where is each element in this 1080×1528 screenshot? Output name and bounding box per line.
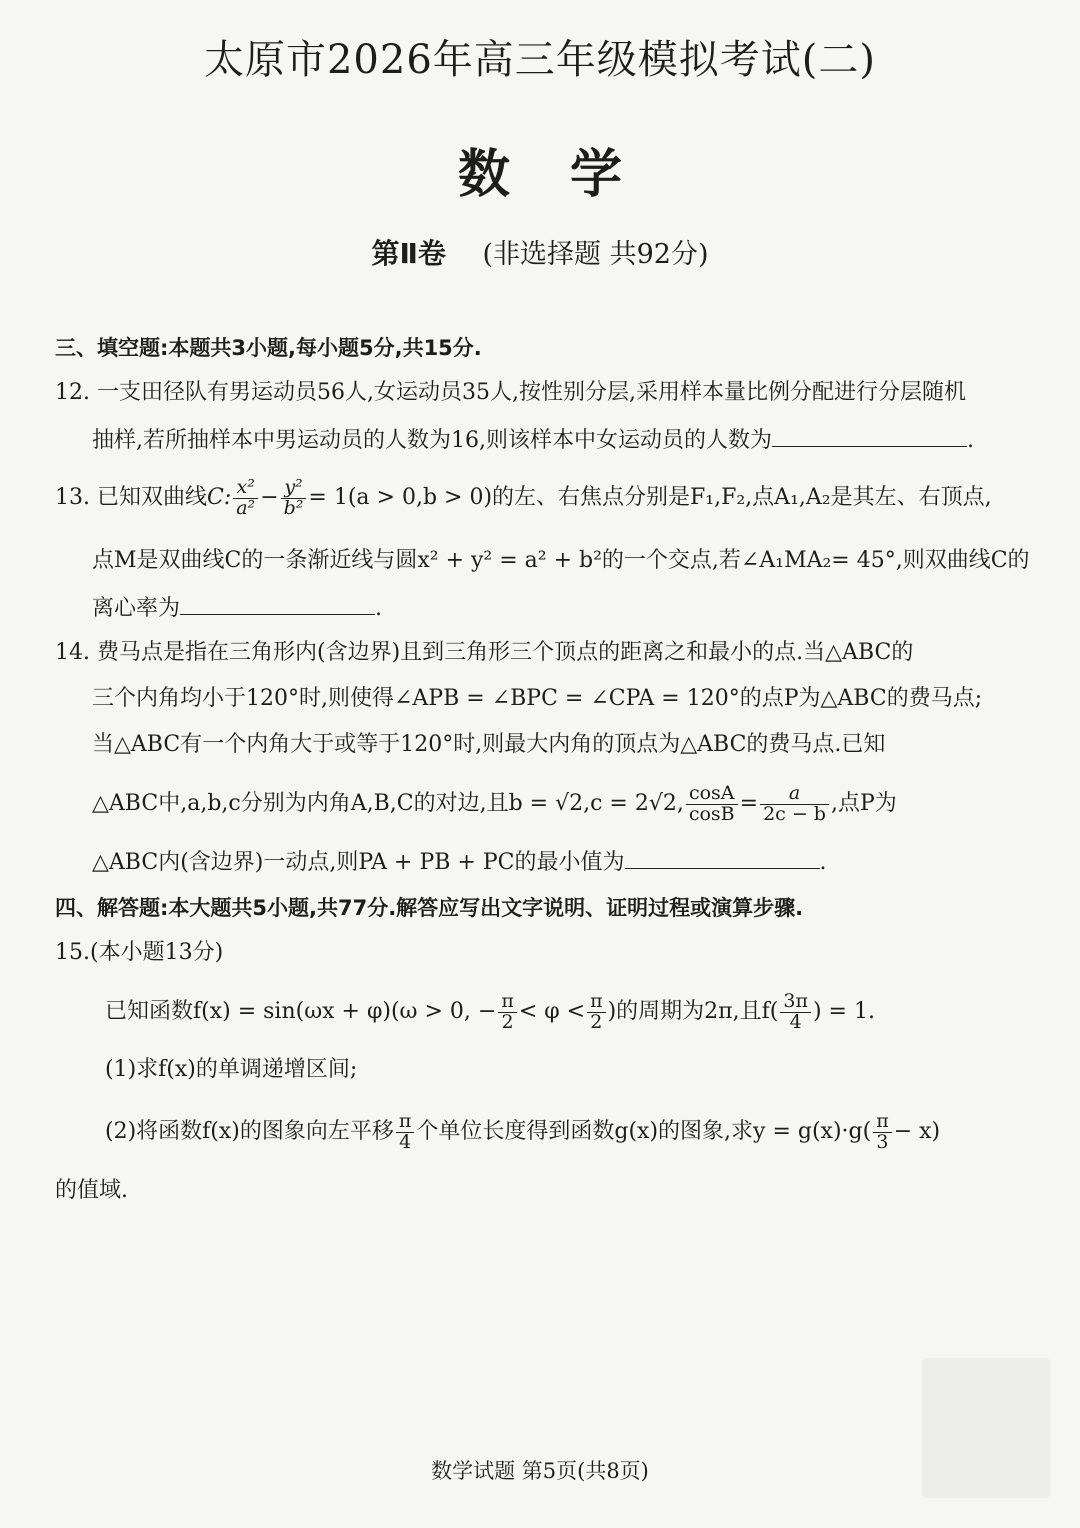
q15-part1: (1)求f(x)的单调递增区间; [105,1057,358,1082]
q13-b2: b² [283,496,304,519]
subject-title: 数学 [457,145,682,205]
q15-threepi: 3π [780,992,811,1013]
q14-den: 2c − b [763,802,826,825]
q13-curve: C: [206,485,232,510]
q14-frac-a [760,781,829,825]
q15-four-b: 4 [399,1130,412,1153]
q15-stem-pre: 已知函数f(x) = sin(ωx + φ)(ω > 0, − [105,999,497,1024]
q13-minus: − [260,485,279,510]
q12-period: . [966,428,974,453]
q14-line3: 当△ABC有一个内角大于或等于120°时,则最大内角的顶点为△ABC的费马点.已知 [92,732,886,757]
q15-stem-mid: )的周期为2π,且f( [607,999,779,1024]
q13-period: . [375,596,383,621]
q13-answer-blank [180,592,375,615]
q15-lt: < φ < [518,999,586,1024]
q15-four: 4 [789,1010,802,1033]
q13-line1 [55,470,992,526]
q14-eq: = [739,791,759,816]
q15-part2-mid: 个单位长度得到函数g(x)的图象,求y = g(x)·g( [416,1119,872,1144]
q14-a: a [760,784,829,805]
q15-part2-line2: 的值域. [55,1178,128,1203]
q15-frac-pi3 [873,1109,892,1153]
q13-prefix: 13. 已知双曲线 [55,485,207,510]
q13-line2: 点M是双曲线C的一条渐近线与圆x² + y² = a² + b²的一个交点,若∠A₁MA₂= 45°,则双曲线C的 [92,548,1030,573]
q14-line1: 14. 费马点是指在三角形内(含边界)且到三角形三个顶点的距离之和最小的点.当△ABC的 [55,640,914,665]
q15-pi-d: π [873,1112,892,1133]
q14-line4-post: ,点P为 [830,791,897,816]
section3-heading: 三、填空题:本题共3小题,每小题5分,共15分. [55,336,482,360]
q15-three: 3 [876,1130,889,1153]
q14-frac-cos [686,781,738,825]
part-label: 第Ⅱ卷 [371,237,446,270]
q13-frac-x [233,475,258,519]
q15-stem-post: ) = 1. [812,999,875,1024]
q15-header: 15.(本小题13分) [55,940,224,965]
q13-x2: x² [233,478,258,499]
q15-pi-b: π [587,992,606,1013]
q14-line2: 三个内角均小于120°时,则使得∠APB = ∠BPC = ∠CPA = 120°的点P为△ABC的费马点; [92,686,983,711]
q15-part2-pre: (2)将函数f(x)的图象向左平移 [105,1119,394,1144]
q14-answer-blank [625,846,820,869]
exam-title: 太原市2026年高三年级模拟考试(二) [203,37,876,83]
page-footer: 数学试题 第5页(共8页) [431,1459,649,1483]
q15-part2 [105,1104,940,1160]
q12-text: 抽样,若所抽样本中男运动员的人数为16,则该样本中女运动员的人数为 [92,428,772,453]
q13-line1-rest: = 1(a > 0,b > 0)的左、右焦点分别是F₁,F₂,点A₁,A₂是其左、右顶点, [308,485,992,510]
q13-text: 离心率为 [92,596,181,621]
q12-line1: 12. 一支田径队有男运动员56人,女运动员35人,按性别分层,采用样本量比例分配进行分层随机 [55,380,966,405]
q15-part2-post: − x) [893,1119,941,1144]
q14-cosA: cosA [686,784,738,805]
section4-heading: 四、解答题:本大题共5小题,共77分.解答应写出文字说明、证明过程或演算步骤. [55,896,804,920]
q15-pi: π [498,992,517,1013]
q12-answer-blank [772,424,967,447]
q14-cosB: cosB [688,802,735,825]
q14-period: . [819,850,827,875]
part-heading [0,232,1080,272]
q13-line3 [92,592,382,624]
q15-frac-pi2-b [587,989,606,1033]
q14-line4 [92,776,897,832]
q14-line5 [92,846,827,878]
q15-two-b: 2 [590,1010,603,1033]
q15-stem [105,984,875,1040]
q15-frac-3pi4 [780,989,811,1033]
q12-line2 [92,424,974,456]
q15-frac-pi2-a [498,989,517,1033]
q15-frac-pi4 [396,1109,415,1153]
q15-pi-c: π [396,1112,415,1133]
q13-a2: a² [236,496,256,519]
q13-y2: y² [281,478,307,499]
part-note: (非选择题 共92分) [482,239,709,270]
q13-frac-y [281,475,307,519]
q14-line4-pre: △ABC中,a,b,c分别为内角A,B,C的对边,且b = √2,c = 2√2, [92,791,684,816]
q14-text: △ABC内(含边界)一动点,则PA + PB + PC的最小值为 [92,850,625,875]
q15-two: 2 [501,1010,514,1033]
